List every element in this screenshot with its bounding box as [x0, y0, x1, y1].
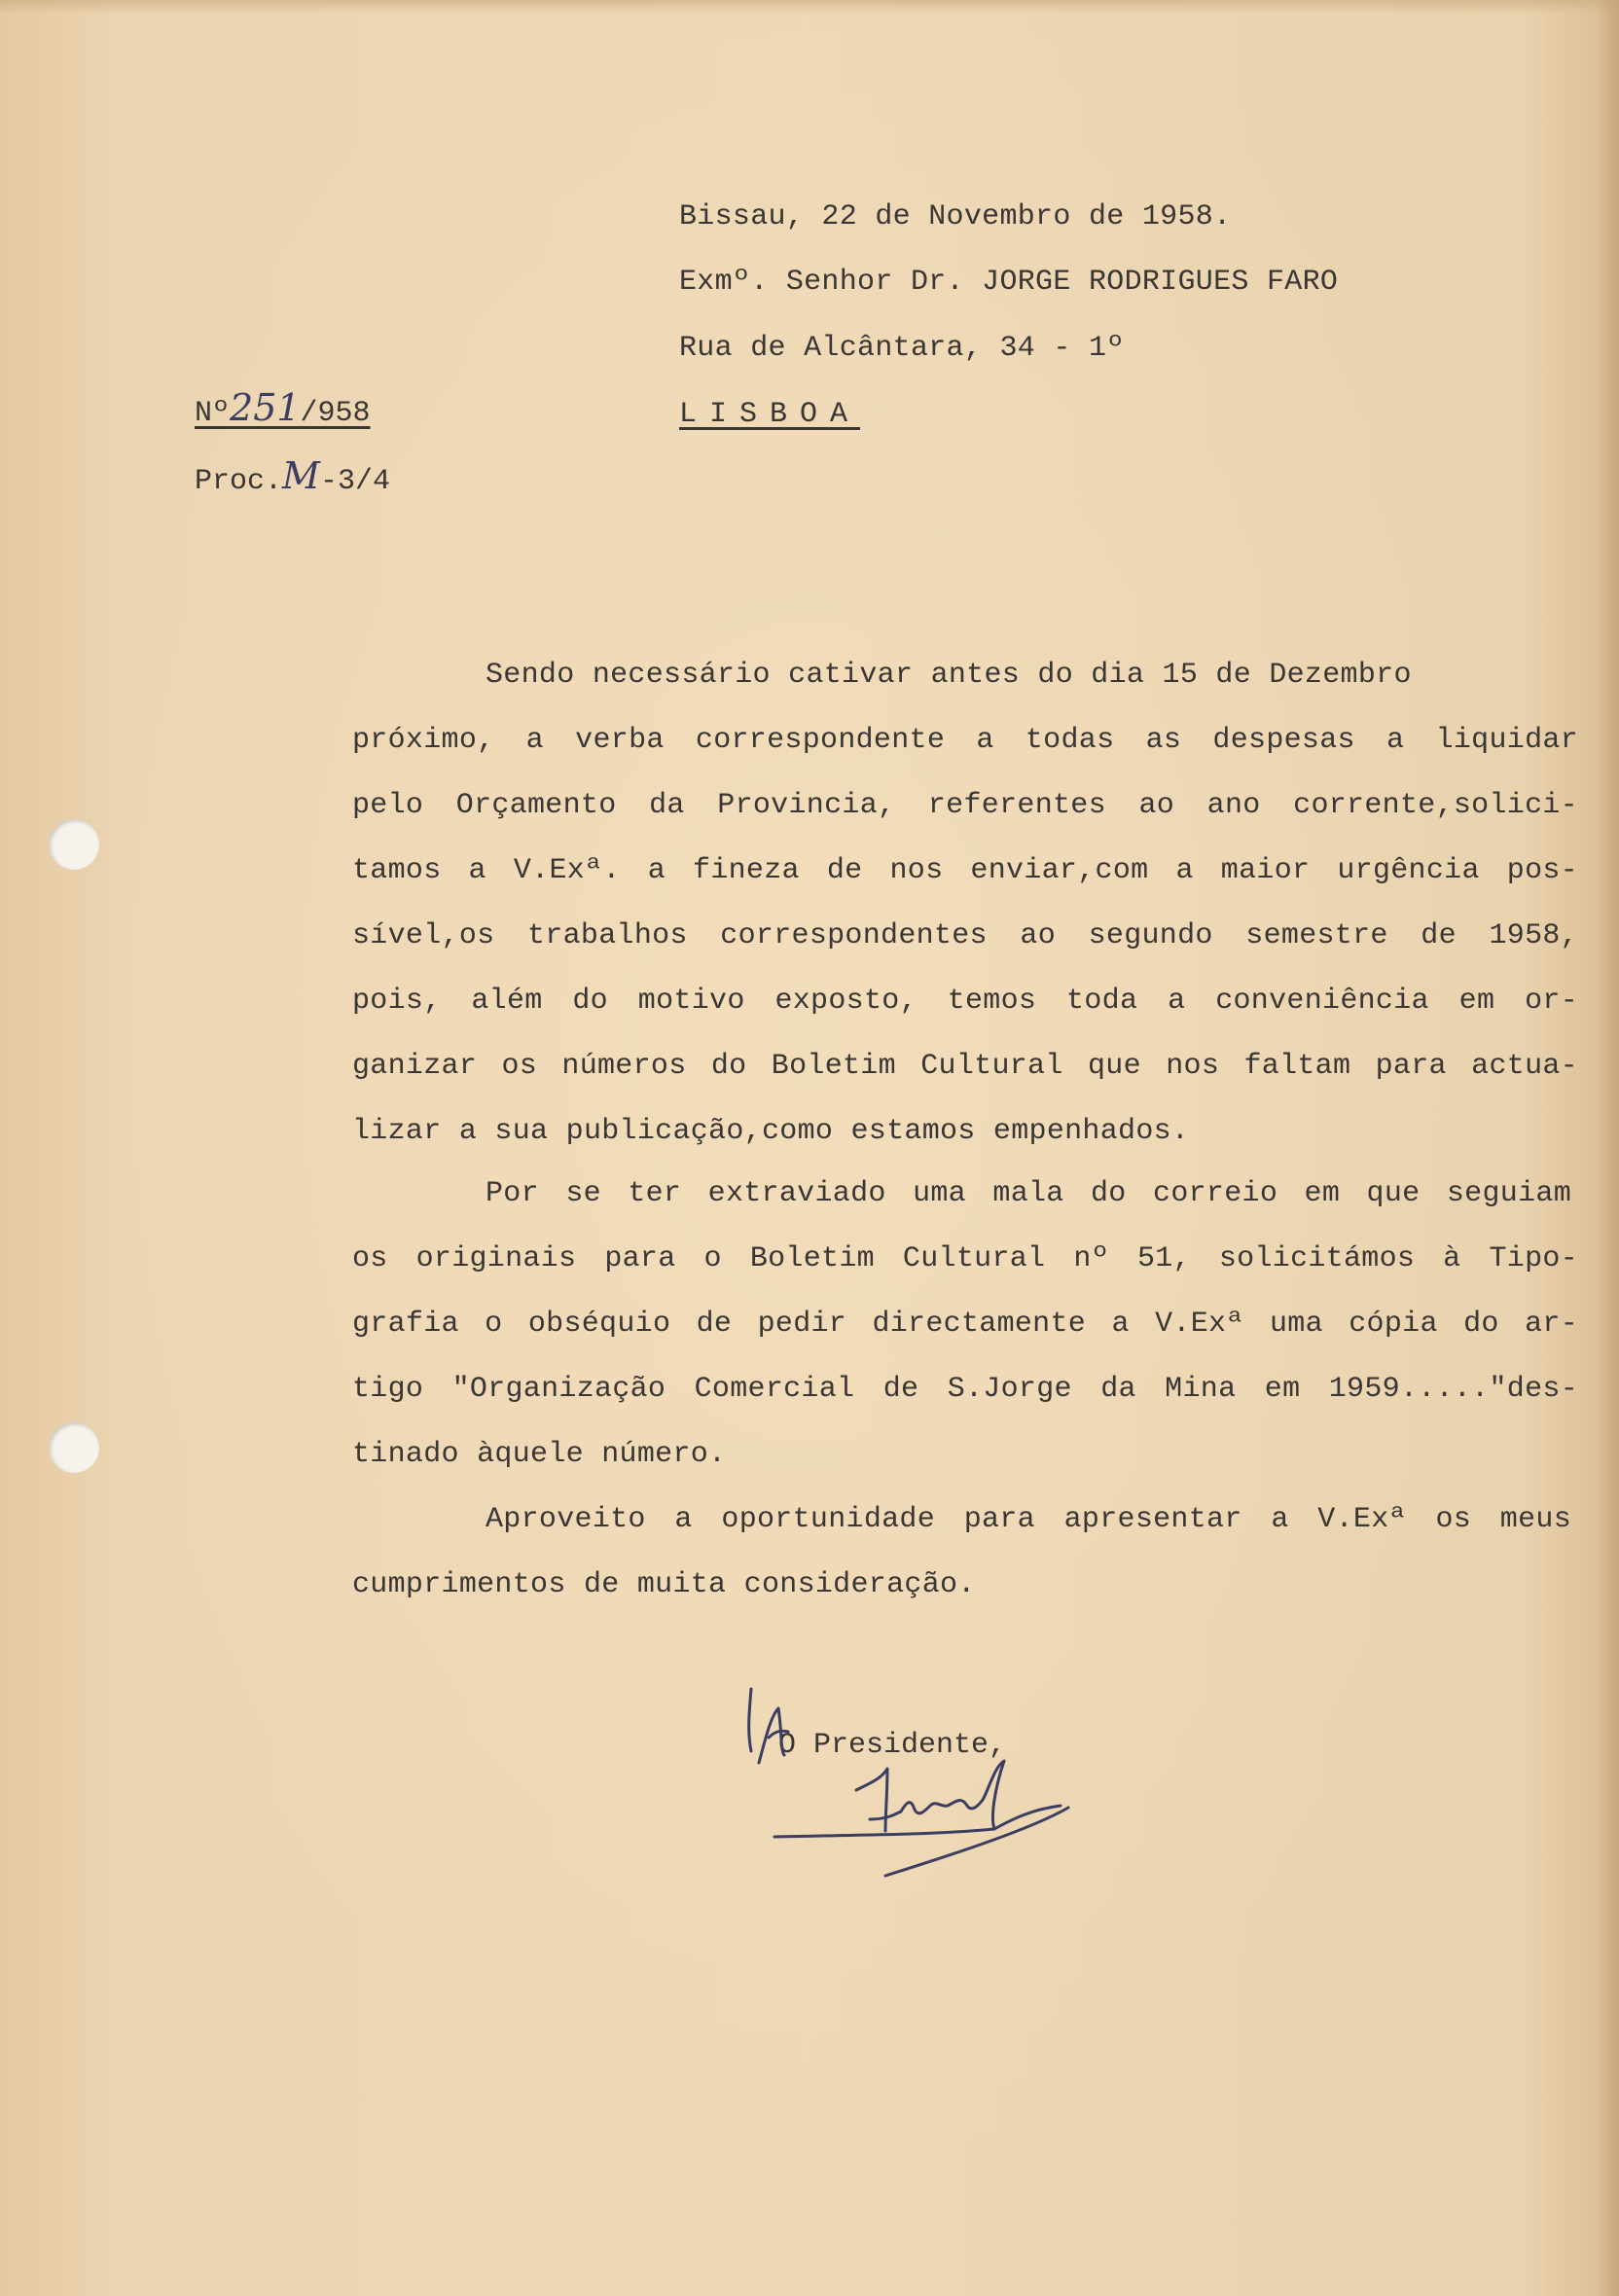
process-prefix: Proc. [195, 465, 283, 498]
process-suffix: -3/4 [319, 465, 390, 498]
body-line: Por se ter extraviado uma mala do correio em que seguiam [486, 1177, 1571, 1210]
body-line: tigo "Organização Comercial de S.Jorge da Mina em 1959....."des- [352, 1373, 1578, 1406]
paper-right-edge [1596, 0, 1619, 2296]
body-line: tamos a V.Exª. a fineza de nos enviar,com a maior urgência pos- [352, 854, 1578, 887]
signature-icon [739, 1673, 1148, 1897]
body-line: tinado àquele número. [352, 1438, 727, 1471]
process-reference [195, 454, 390, 498]
body-line: os originais para o Boletim Cultural nº 51, solicitámos à Tipo- [352, 1242, 1578, 1275]
body-line: ganizar os números do Boletim Cultural que nos faltam para actua- [352, 1050, 1578, 1083]
street-address: Rua de Alcântara, 34 - 1º [679, 332, 1125, 365]
body-line: pelo Orçamento da Provincia, referentes ao ano corrente,solici- [352, 789, 1578, 822]
body-line: sível,os trabalhos correspondentes ao segundo semestre de 1958, [352, 919, 1578, 952]
city: LISBOA [679, 398, 861, 431]
reference-number-handwritten: 251 [230, 386, 301, 429]
reference-number-year: /958 [300, 397, 371, 430]
body-line: lizar a sua publicação,como estamos empenhados. [352, 1115, 1190, 1148]
reference-number [195, 386, 371, 430]
body-line: Sendo necessário cativar antes do dia 15 de Dezembro [486, 659, 1412, 692]
punch-hole-icon [49, 819, 99, 870]
body-line: próximo, a verba correspondente a todas as despesas a liquidar [352, 724, 1578, 757]
reference-number-prefix: Nº [195, 397, 231, 430]
body-line: cumprimentos de muita consideração. [352, 1568, 976, 1601]
body-line: grafia o obséquio de pedir directamente a V.Exª uma cópia do ar- [352, 1308, 1578, 1341]
body-line: Aproveito a oportunidade para apresentar a V.Exª os meus [486, 1503, 1571, 1536]
addressee: Exmº. Senhor Dr. JORGE RODRIGUES FARO [679, 266, 1339, 299]
place-date: Bissau, 22 de Novembro de 1958. [679, 200, 1232, 233]
body-line: pois, além do motivo exposto, temos toda a conveniência em or- [352, 985, 1578, 1018]
process-handwritten: M [282, 454, 320, 497]
punch-hole-icon [49, 1422, 99, 1473]
paper-top-edge [0, 0, 1619, 14]
president-title: O Presidente, [778, 1729, 1007, 1762]
